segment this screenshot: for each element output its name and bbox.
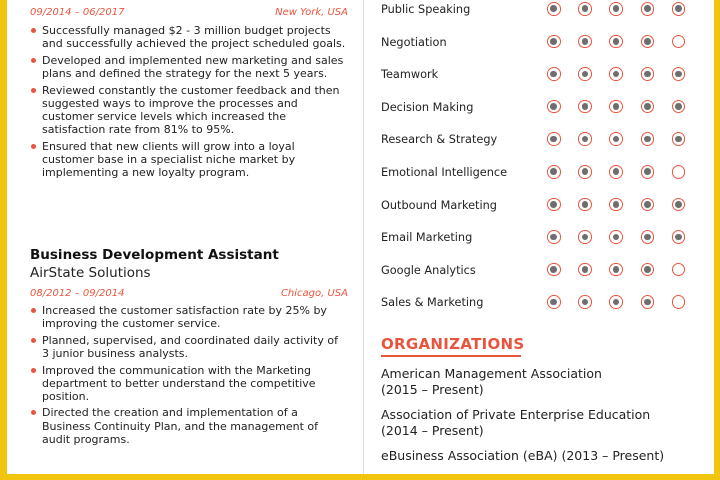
job-1-location: New York, USA bbox=[275, 7, 348, 18]
rating-dot-filled-icon bbox=[547, 198, 561, 212]
skill-name: Teamwork bbox=[381, 68, 439, 82]
skill-row bbox=[381, 196, 701, 216]
rating-dot-filled-icon bbox=[547, 263, 561, 277]
organization-item bbox=[381, 448, 664, 464]
rating-dot-filled-icon bbox=[578, 67, 592, 81]
list-item: Reviewed constantly the customer feedback and then suggested ways to improve the processes and customer service levels which increased the satisfaction rate from 81% to 95%. bbox=[30, 84, 348, 136]
skill-row bbox=[381, 98, 701, 118]
rating-dot-filled-icon bbox=[672, 67, 686, 81]
organizations-heading: ORGANIZATIONS bbox=[381, 335, 525, 353]
skill-name: Outbound Marketing bbox=[381, 198, 497, 212]
rating-dot-filled-icon bbox=[641, 263, 655, 277]
skill-rating bbox=[547, 100, 703, 114]
rating-dot-filled-icon bbox=[578, 165, 592, 179]
rating-dot-empty-icon bbox=[672, 35, 686, 49]
rating-dot-filled-icon bbox=[578, 263, 592, 277]
rating-dot-filled-icon bbox=[547, 295, 561, 309]
rating-dot-filled-icon bbox=[641, 165, 655, 179]
rating-dot-filled-icon bbox=[672, 230, 686, 244]
organization-item bbox=[381, 407, 650, 438]
list-item: Directed the creation and implementation of a Business Continuity Plan, and the management of audit programs. bbox=[30, 406, 348, 445]
skill-row bbox=[381, 261, 701, 281]
job-2-location: Chicago, USA bbox=[280, 288, 348, 299]
job-2-bullets bbox=[30, 304, 348, 446]
rating-dot-filled-icon bbox=[547, 35, 561, 49]
job-entry-2 bbox=[30, 247, 348, 449]
skill-name: Email Marketing bbox=[381, 231, 473, 245]
rating-dot-filled-icon bbox=[609, 165, 623, 179]
organization-years: (2015 – Present) bbox=[381, 381, 484, 397]
skill-row bbox=[381, 33, 701, 53]
rating-dot-filled-icon bbox=[609, 35, 623, 49]
skill-name: Sales & Marketing bbox=[381, 296, 484, 310]
organization-name: American Management Association bbox=[381, 366, 602, 381]
skill-rating bbox=[547, 230, 703, 244]
job-2-company: AirState Solutions bbox=[30, 265, 151, 281]
organization-name: Association of Private Enterprise Education bbox=[381, 407, 651, 422]
resume-page bbox=[7, 0, 714, 474]
bullet-dot-icon bbox=[31, 410, 36, 415]
skill-rating bbox=[547, 2, 703, 16]
skill-row bbox=[381, 0, 701, 20]
skill-rating bbox=[547, 295, 703, 309]
rating-dot-filled-icon bbox=[672, 132, 686, 146]
list-item: Increased the customer satisfaction rate by 25% by improving the customer service. bbox=[30, 304, 348, 330]
list-item: Developed and implemented new marketing and sales plans and defined the strategy for the next 5 years. bbox=[30, 54, 348, 80]
rating-dot-filled-icon bbox=[578, 100, 592, 114]
job-entry-1 bbox=[30, 6, 348, 182]
bullet-dot-icon bbox=[31, 368, 36, 373]
organization-years: (2014 – Present) bbox=[381, 422, 484, 438]
bullet-dot-icon bbox=[31, 88, 36, 93]
rating-dot-filled-icon bbox=[641, 295, 655, 309]
rating-dot-empty-icon bbox=[672, 295, 686, 309]
list-item: Planned, supervised, and coordinated daily activity of 3 junior business analysts. bbox=[30, 334, 348, 360]
skill-rating bbox=[547, 165, 703, 179]
rating-dot-filled-icon bbox=[641, 230, 655, 244]
rating-dot-filled-icon bbox=[547, 2, 561, 16]
skill-rating bbox=[547, 198, 703, 212]
skill-name: Google Analytics bbox=[381, 263, 476, 277]
job-1-meta bbox=[30, 6, 348, 20]
skill-name: Negotiation bbox=[381, 35, 447, 49]
skill-rating bbox=[547, 67, 703, 81]
skill-row bbox=[381, 65, 701, 85]
organizations-heading-underline bbox=[381, 355, 521, 357]
rating-dot-filled-icon bbox=[547, 165, 561, 179]
rating-dot-filled-icon bbox=[609, 100, 623, 114]
skill-rating bbox=[547, 263, 703, 277]
skill-row bbox=[381, 293, 701, 313]
job-2-title: Business Development Assistant bbox=[30, 247, 279, 263]
rating-dot-filled-icon bbox=[547, 100, 561, 114]
rating-dot-filled-icon bbox=[641, 198, 655, 212]
skill-row bbox=[381, 228, 701, 248]
bullet-dot-icon bbox=[31, 58, 36, 63]
bullet-dot-icon bbox=[31, 338, 36, 343]
bullet-dot-icon bbox=[31, 308, 36, 313]
rating-dot-filled-icon bbox=[609, 132, 623, 146]
rating-dot-filled-icon bbox=[641, 100, 655, 114]
rating-dot-filled-icon bbox=[641, 132, 655, 146]
job-1-bullets bbox=[30, 24, 348, 179]
rating-dot-filled-icon bbox=[672, 198, 686, 212]
rating-dot-empty-icon bbox=[672, 165, 686, 179]
rating-dot-filled-icon bbox=[609, 263, 623, 277]
organization-item bbox=[381, 366, 602, 397]
skill-rating bbox=[547, 35, 703, 49]
rating-dot-filled-icon bbox=[578, 2, 592, 16]
rating-dot-filled-icon bbox=[547, 67, 561, 81]
rating-dot-filled-icon bbox=[641, 67, 655, 81]
rating-dot-filled-icon bbox=[609, 2, 623, 16]
rating-dot-empty-icon bbox=[672, 263, 686, 277]
column-divider bbox=[363, 0, 364, 474]
skill-name: Public Speaking bbox=[381, 3, 471, 16]
job-1-dates: 09/2014 – 06/2017 bbox=[30, 7, 125, 18]
skill-row bbox=[381, 163, 701, 183]
skill-name: Research & Strategy bbox=[381, 133, 498, 147]
rating-dot-filled-icon bbox=[609, 198, 623, 212]
rating-dot-filled-icon bbox=[609, 230, 623, 244]
rating-dot-filled-icon bbox=[609, 295, 623, 309]
organization-name: eBusiness Association (eBA) (2013 – Present) bbox=[381, 448, 665, 463]
rating-dot-filled-icon bbox=[609, 67, 623, 81]
skill-rating bbox=[547, 132, 703, 146]
bullet-dot-icon bbox=[31, 28, 36, 33]
list-item: Improved the communication with the Marketing department to better understand the competitive position. bbox=[30, 364, 348, 403]
skill-row bbox=[381, 130, 701, 150]
rating-dot-filled-icon bbox=[578, 295, 592, 309]
rating-dot-filled-icon bbox=[547, 132, 561, 146]
rating-dot-filled-icon bbox=[578, 230, 592, 244]
job-2-meta bbox=[30, 287, 348, 301]
rating-dot-filled-icon bbox=[547, 230, 561, 244]
list-item: Ensured that new clients will grow into a loyal customer base in a specialist niche market by implementing a new loyalty program. bbox=[30, 140, 348, 179]
rating-dot-filled-icon bbox=[672, 100, 686, 114]
rating-dot-filled-icon bbox=[578, 132, 592, 146]
rating-dot-filled-icon bbox=[641, 2, 655, 16]
bullet-dot-icon bbox=[31, 144, 36, 149]
skill-name: Decision Making bbox=[381, 100, 474, 114]
rating-dot-filled-icon bbox=[672, 2, 686, 16]
skill-name: Emotional Intelligence bbox=[381, 166, 508, 179]
rating-dot-filled-icon bbox=[578, 198, 592, 212]
rating-dot-filled-icon bbox=[641, 35, 655, 49]
list-item: Successfully managed $2 - 3 million budget projects and successfully achieved the project scheduled goals. bbox=[30, 24, 348, 50]
job-2-dates: 08/2012 – 09/2014 bbox=[30, 288, 125, 299]
rating-dot-filled-icon bbox=[578, 35, 592, 49]
